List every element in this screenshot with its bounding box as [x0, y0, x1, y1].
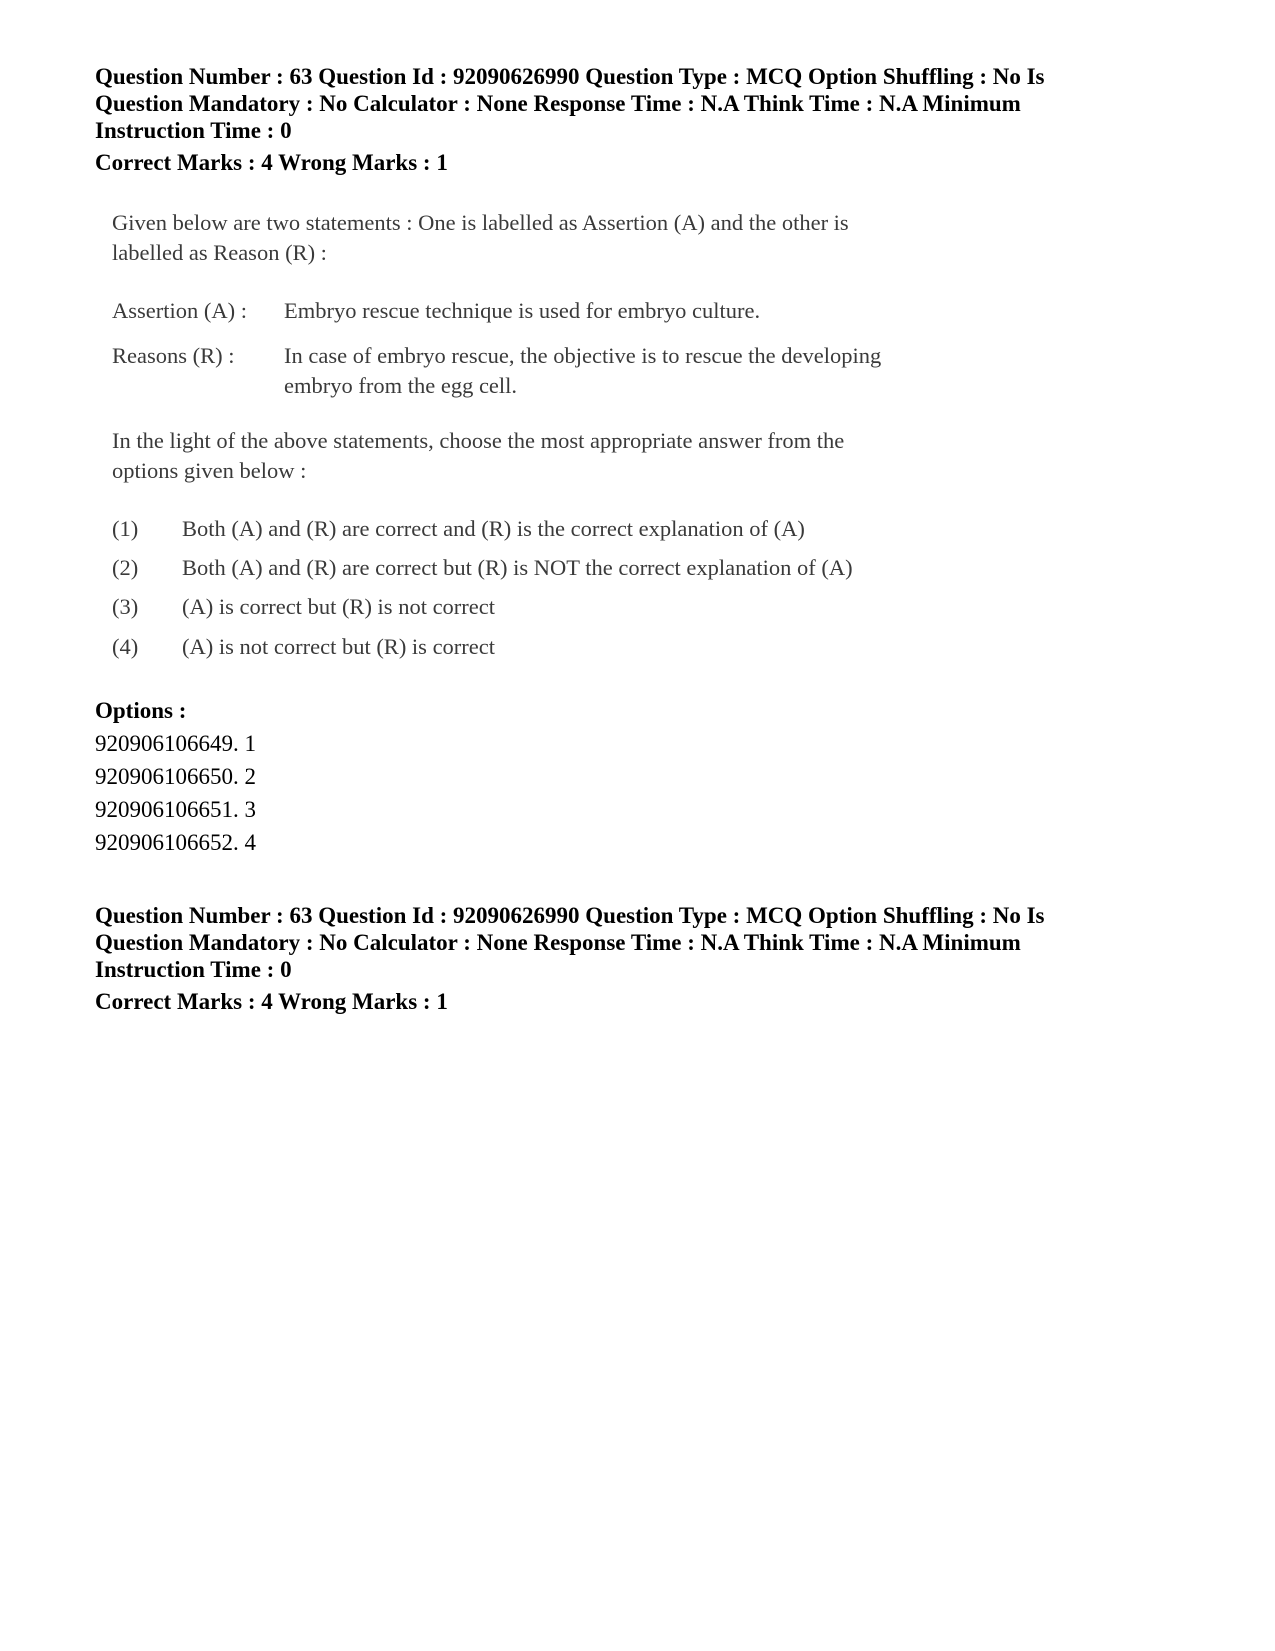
choice-text: (A) is not correct but (R) is correct [182, 634, 496, 659]
choice-text: Both (A) and (R) are correct but (R) is NOT the correct explanation of (A) [182, 555, 853, 580]
reason-line: In case of embryo rescue, the objective is to rescue the developing [284, 343, 882, 368]
assertion-label: Assertion (A) : [112, 298, 247, 323]
answer-choice [112, 632, 1012, 662]
answer-choice [112, 514, 1012, 544]
instruction-line: In the light of the above statements, choose the most appropriate answer from the [112, 428, 845, 453]
reason-text [284, 341, 1005, 401]
question-instruction [112, 426, 1005, 486]
choice-number: (4) [112, 634, 139, 659]
question-meta-line: Instruction Time : 0 [95, 118, 292, 143]
assertion-text: Embryo rescue technique is used for embryo culture. [284, 298, 761, 323]
answer-choice [112, 592, 1012, 622]
question-meta-line: Question Mandatory : No Calculator : None Response Time : N.A Think Time : N.A Minimum [95, 91, 1021, 116]
marks-line: Correct Marks : 4 Wrong Marks : 1 [95, 150, 448, 175]
option-item: 920906106650. 2 [95, 764, 256, 789]
choice-number: (3) [112, 594, 139, 619]
question-meta-line: Question Mandatory : No Calculator : None Response Time : N.A Think Time : N.A Minimum [95, 930, 1021, 955]
next-question-header [95, 902, 1145, 1015]
instruction-line: options given below : [112, 458, 307, 483]
answer-choice [112, 553, 1012, 583]
options-heading: Options : [95, 698, 187, 723]
question-meta-line: Instruction Time : 0 [95, 957, 292, 982]
choice-number: (2) [112, 555, 139, 580]
question-header [95, 63, 1145, 176]
option-item: 920906106652. 4 [95, 830, 256, 855]
reason-label: Reasons (R) : [112, 343, 235, 368]
choice-text: Both (A) and (R) are correct and (R) is the correct explanation of (A) [182, 516, 805, 541]
choice-number: (1) [112, 516, 139, 541]
intro-line: Given below are two statements : One is labelled as Assertion (A) and the other is [112, 210, 849, 235]
question-meta-line: Question Number : 63 Question Id : 92090626990 Question Type : MCQ Option Shuffling : No Is [95, 903, 1045, 928]
question-intro [112, 208, 1005, 268]
reason-line: embryo from the egg cell. [284, 373, 518, 398]
option-item: 920906106649. 1 [95, 731, 256, 756]
question-meta-line: Question Number : 63 Question Id : 92090626990 Question Type : MCQ Option Shuffling : No Is [95, 64, 1045, 89]
choice-text: (A) is correct but (R) is not correct [182, 594, 496, 619]
option-item: 920906106651. 3 [95, 797, 256, 822]
marks-line: Correct Marks : 4 Wrong Marks : 1 [95, 989, 448, 1014]
intro-line: labelled as Reason (R) : [112, 240, 327, 265]
options-list [95, 695, 256, 859]
question-body [95, 200, 1055, 680]
